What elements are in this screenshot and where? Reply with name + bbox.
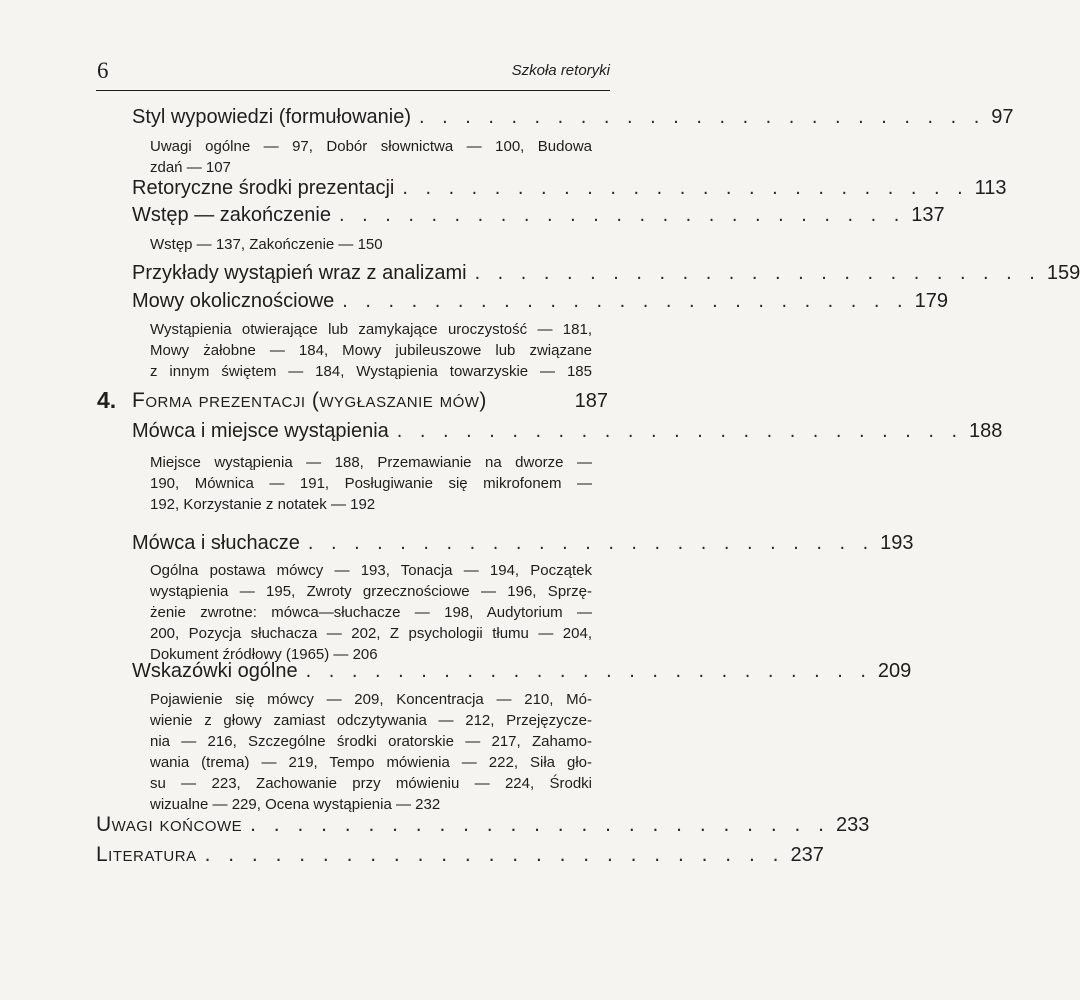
chapter-number: 4.	[97, 387, 117, 413]
toc-entry	[132, 106, 1014, 129]
toc-entry	[132, 660, 912, 683]
toc-entry	[132, 177, 1007, 200]
description-line: wystąpienia — 195, Zwroty grzecznościowe — 196, Sprzę-	[150, 583, 592, 600]
description-line: 190, Mównica — 191, Posługiwanie się mikrofonem —	[150, 475, 592, 492]
toc-entry-page: 188	[969, 420, 1003, 442]
toc-entry-page: 193	[880, 532, 914, 554]
toc-entry-description	[150, 136, 592, 178]
page-number: 6	[97, 58, 109, 83]
running-title: Szkoła retoryki	[511, 62, 610, 79]
toc-entry-title: Wskazówki ogólne	[132, 660, 298, 682]
toc-entry-title: Wstęp — zakończenie	[132, 204, 331, 226]
toc-entry-description	[150, 560, 592, 665]
toc-entry-page: 97	[991, 106, 1014, 128]
description-line: wizualne — 229, Ocena wystąpienia — 232	[150, 796, 441, 813]
toc-entry-description	[150, 319, 592, 382]
toc-section-entry	[96, 843, 824, 867]
description-line: Mowy żałobne — 184, Mowy jubileuszowe lub związane	[150, 342, 592, 359]
dot-leader: . . . . . . . . . . . . . . . . . . . . . . . . .	[204, 843, 785, 866]
toc-entry-page: 209	[877, 660, 912, 682]
dot-leader: . . . . . . . . . . . . . . . . . . . . . . . . .	[305, 660, 872, 682]
toc-entry-description	[150, 689, 592, 815]
dot-leader: . . . . . . . . . . . . . . . . . . . . . . . . .	[342, 290, 909, 312]
dot-leader: . . . . . . . . . . . . . . . . . . . . . . . . .	[338, 204, 906, 226]
toc-entry-title: Przykłady wystąpień wraz z analizami	[132, 262, 467, 284]
description-line: 192, Korzystanie z notatek — 192	[150, 496, 376, 513]
description-line: Ogólna postawa mówcy — 193, Tonacja — 194, Początek	[150, 562, 592, 579]
toc-entry-title: Uwagi końcowe	[96, 813, 243, 836]
toc-entry	[132, 204, 945, 227]
description-line: 200, Pozycja słuchacza — 202, Z psychologii tłumu — 204,	[150, 625, 592, 642]
description-line: Uwagi ogólne — 97, Dobór słownictwa — 100, Budowa	[150, 138, 592, 155]
description-line: Pojawienie się mówcy — 209, Koncentracja — 210, Mó-	[150, 691, 592, 708]
chapter-title: Forma prezentacji (wygłaszanie mów)	[132, 389, 487, 412]
dot-leader: . . . . . . . . . . . . . . . . . . . . . . . . .	[418, 106, 986, 128]
dot-leader: . . . . . . . . . . . . . . . . . . . . . . . . .	[396, 420, 964, 442]
description-line: wania (trema) — 219, Tempo mówienia — 222, Siła gło-	[150, 754, 592, 771]
description-line: żenie zwrotne: mówca—słuchacze — 198, Audytorium —	[150, 604, 592, 621]
toc-entry-page: 137	[911, 204, 945, 226]
toc-entry-title: Styl wypowiedzi (formułowanie)	[132, 106, 411, 128]
dot-leader: . . . . . . . . . . . . . . . . . . . . . . . . .	[307, 532, 875, 554]
chapter-page: 187	[574, 390, 608, 412]
description-line: Dokument źródłowy (1965) — 206	[150, 646, 378, 663]
description-line: zdań — 107	[150, 159, 231, 176]
toc-entry	[132, 262, 1080, 285]
toc-entry	[132, 290, 948, 313]
description-line: wienie z głowy zamiast odczytywania — 212, Przejęzycze-	[150, 712, 592, 729]
description-line: Wstęp — 137, Zakończenie — 150	[150, 236, 383, 253]
toc-entry-title: Retoryczne środki prezentacji	[132, 177, 395, 199]
toc-entry-page: 237	[790, 844, 824, 866]
toc-entry-title: Mowy okolicznościowe	[132, 290, 335, 312]
toc-entry-page: 159	[1046, 262, 1080, 284]
dot-leader: . . . . . . . . . . . . . . . . . . . . . . . . .	[474, 262, 1041, 284]
toc-entry-description	[150, 452, 592, 515]
toc-section-entry	[96, 813, 870, 837]
toc-entry-title: Mówca i słuchacze	[132, 532, 300, 554]
toc-entry-title: Literatura	[96, 843, 197, 866]
dot-leader: . . . . . . . . . . . . . . . . . . . . . . . . .	[402, 177, 969, 199]
description-line: su — 223, Zachowanie przy mówieniu — 224, Środki	[150, 775, 592, 792]
header-rule	[96, 90, 610, 91]
toc-entry-page: 233	[836, 814, 870, 836]
toc-chapter-entry	[132, 389, 608, 413]
toc-entry-page: 179	[914, 290, 948, 312]
description-line: Wystąpienia otwierające lub zamykające uroczystość — 181,	[150, 321, 592, 338]
dot-leader: . . . . . . . . . . . . . . . . . . . . . . . . .	[250, 813, 830, 836]
description-line: nia — 216, Szczególne środki oratorskie — 217, Zahamo-	[150, 733, 592, 750]
toc-entry	[132, 420, 1003, 443]
toc-entry-title: Mówca i miejsce wystąpienia	[132, 420, 389, 442]
toc-entry-page: 113	[974, 177, 1007, 199]
description-line: Miejsce wystąpienia — 188, Przemawianie na dworze —	[150, 454, 592, 471]
toc-entry-description	[150, 234, 592, 255]
toc-entry	[132, 532, 914, 555]
description-line: z innym świętem — 184, Wystąpienia towarzyskie — 185	[150, 363, 592, 380]
